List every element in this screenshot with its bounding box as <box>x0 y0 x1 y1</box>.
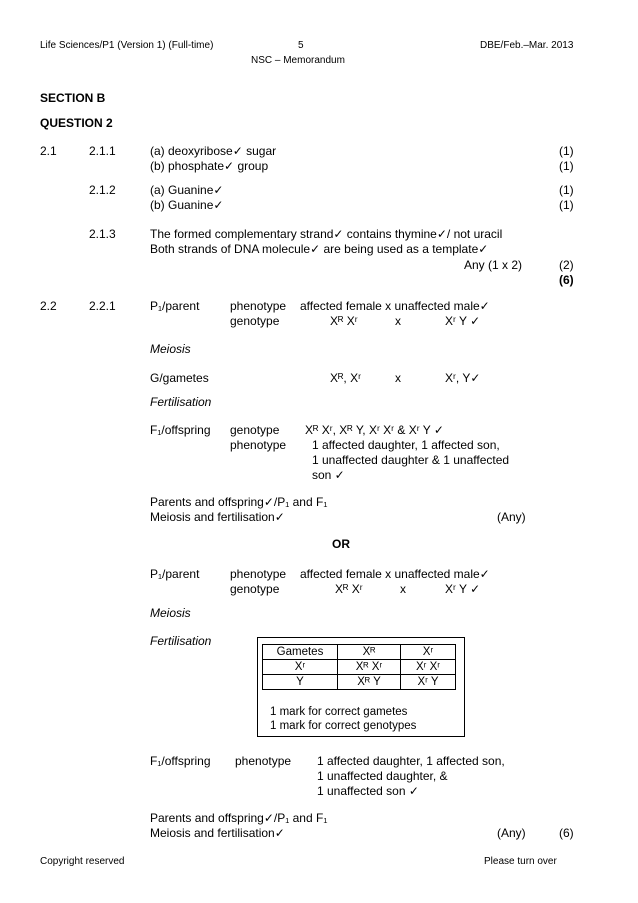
question-title: QUESTION 2 <box>40 116 113 130</box>
f1-label: F₁/offspring <box>150 423 211 437</box>
any-note: (Any) <box>497 826 526 840</box>
f1-genotype-label: genotype <box>230 423 280 437</box>
f1-phenotype-label: phenotype <box>230 438 287 452</box>
table-cell: Xᴿ Xʳ <box>338 660 401 675</box>
p1-label: P₁/parent <box>150 567 200 581</box>
marking-note: Meiosis and fertilisation✓ <box>150 510 285 524</box>
table-row <box>263 660 456 675</box>
table-row <box>263 675 456 690</box>
q2-1-1-number: 2.1.1 <box>89 144 116 158</box>
q2-1-2-number: 2.1.2 <box>89 183 116 197</box>
table-cell: Xʳ <box>263 660 338 675</box>
p1-genotype-male: Xʳ Y ✓ <box>445 314 481 328</box>
f1-phenotype-line: 1 unaffected son ✓ <box>317 784 419 798</box>
table-cell: Xʳ Xʳ <box>401 660 456 675</box>
any-note: (Any) <box>497 510 526 524</box>
table-cell: Xʳ Y <box>401 675 456 690</box>
mark: (1) <box>559 183 574 197</box>
answer-line: (a) deoxyribose✓ sugar <box>150 144 277 158</box>
table-cell: Y <box>263 675 338 690</box>
f1-phenotype-line: son ✓ <box>312 468 345 482</box>
genotype-label: genotype <box>230 314 280 328</box>
genotype-label: genotype <box>230 582 280 596</box>
fertilisation-label: Fertilisation <box>150 634 212 648</box>
p1-label: P₁/parent <box>150 299 200 313</box>
mark: (1) <box>559 198 574 212</box>
f1-label: F₁/offspring <box>150 754 211 768</box>
table-note: 1 mark for correct genotypes <box>270 720 417 732</box>
table-cell: Gametes <box>263 645 338 660</box>
or-divider: OR <box>332 537 350 551</box>
f1-phenotype-line: 1 unaffected daughter & 1 unaffected <box>312 453 510 467</box>
table-cell: Xʳ <box>401 645 456 660</box>
answer-line: (b) phosphate✓ group <box>150 159 269 173</box>
phenotype-label: phenotype <box>235 754 292 768</box>
phenotype-label: phenotype <box>230 567 287 581</box>
table-header-row <box>263 645 456 660</box>
q2-2-1-number: 2.2.1 <box>89 299 116 313</box>
answer-line: (b) Guanine✓ <box>150 198 224 212</box>
table-cell: Xᴿ <box>338 645 401 660</box>
fertilisation-label: Fertilisation <box>150 395 212 409</box>
q2-1-3-number: 2.1.3 <box>89 227 116 241</box>
table-note: 1 mark for correct gametes <box>270 706 408 718</box>
marking-note: Meiosis and fertilisation✓ <box>150 826 285 840</box>
any-note: Any (1 x 2) <box>464 258 523 272</box>
gametes-label: G/gametes <box>150 371 209 385</box>
punnett-box <box>257 637 465 737</box>
p1-genotype-male: Xʳ Y ✓ <box>445 582 481 596</box>
p1-genotype-female: Xᴿ Xʳ <box>330 314 358 328</box>
answer-line: (a) Guanine✓ <box>150 183 224 197</box>
header-right: DBE/Feb.–Mar. 2013 <box>480 40 574 51</box>
answer-line: The formed complementary strand✓ contains thymine✓/ not uracil <box>150 227 503 241</box>
q2-1-number: 2.1 <box>40 144 57 158</box>
phenotype-label: phenotype <box>230 299 287 313</box>
table-cell: Xᴿ Y <box>338 675 401 690</box>
meiosis-label: Meiosis <box>150 342 191 356</box>
answer-line: Both strands of DNA molecule✓ are being used as a template✓ <box>150 242 489 256</box>
meiosis-label: Meiosis <box>150 606 191 620</box>
p1-phenotype: affected female x unaffected male✓ <box>300 567 490 581</box>
gametes-male: Xʳ, Y✓ <box>445 371 481 385</box>
mark: (2) <box>559 258 574 272</box>
cross-symbol: x <box>395 371 401 385</box>
f1-phenotype-line: 1 affected daughter, 1 affected son, <box>312 438 500 452</box>
cross-symbol: x <box>400 582 406 596</box>
p1-genotype-female: Xᴿ Xʳ <box>335 582 363 596</box>
punnett-table <box>262 644 456 690</box>
marking-note: Parents and offspring✓/P₁ and F₁ <box>150 495 328 509</box>
f1-phenotype-line: 1 unaffected daughter, & <box>317 769 448 783</box>
f1-phenotype-line: 1 affected daughter, 1 affected son, <box>317 754 505 768</box>
total-mark: (6) <box>559 273 574 287</box>
cross-symbol: x <box>395 314 401 328</box>
footer-right: Please turn over <box>484 856 557 867</box>
footer-left: Copyright reserved <box>40 856 125 867</box>
header-subtitle: NSC – Memorandum <box>251 55 345 66</box>
page-number: 5 <box>298 40 304 51</box>
section-title: SECTION B <box>40 91 106 105</box>
mark: (1) <box>559 144 574 158</box>
mark: (1) <box>559 159 574 173</box>
header-left: Life Sciences/P1 (Version 1) (Full-time) <box>40 40 214 51</box>
p1-phenotype: affected female x unaffected male✓ <box>300 299 490 313</box>
mark: (6) <box>559 826 574 840</box>
q2-2-number: 2.2 <box>40 299 57 313</box>
f1-genotypes: Xᴿ Xʳ, Xᴿ Y, Xʳ Xʳ & Xʳ Y ✓ <box>305 423 444 437</box>
marking-note: Parents and offspring✓/P₁ and F₁ <box>150 811 328 825</box>
gametes-female: Xᴿ, Xʳ <box>330 371 361 385</box>
